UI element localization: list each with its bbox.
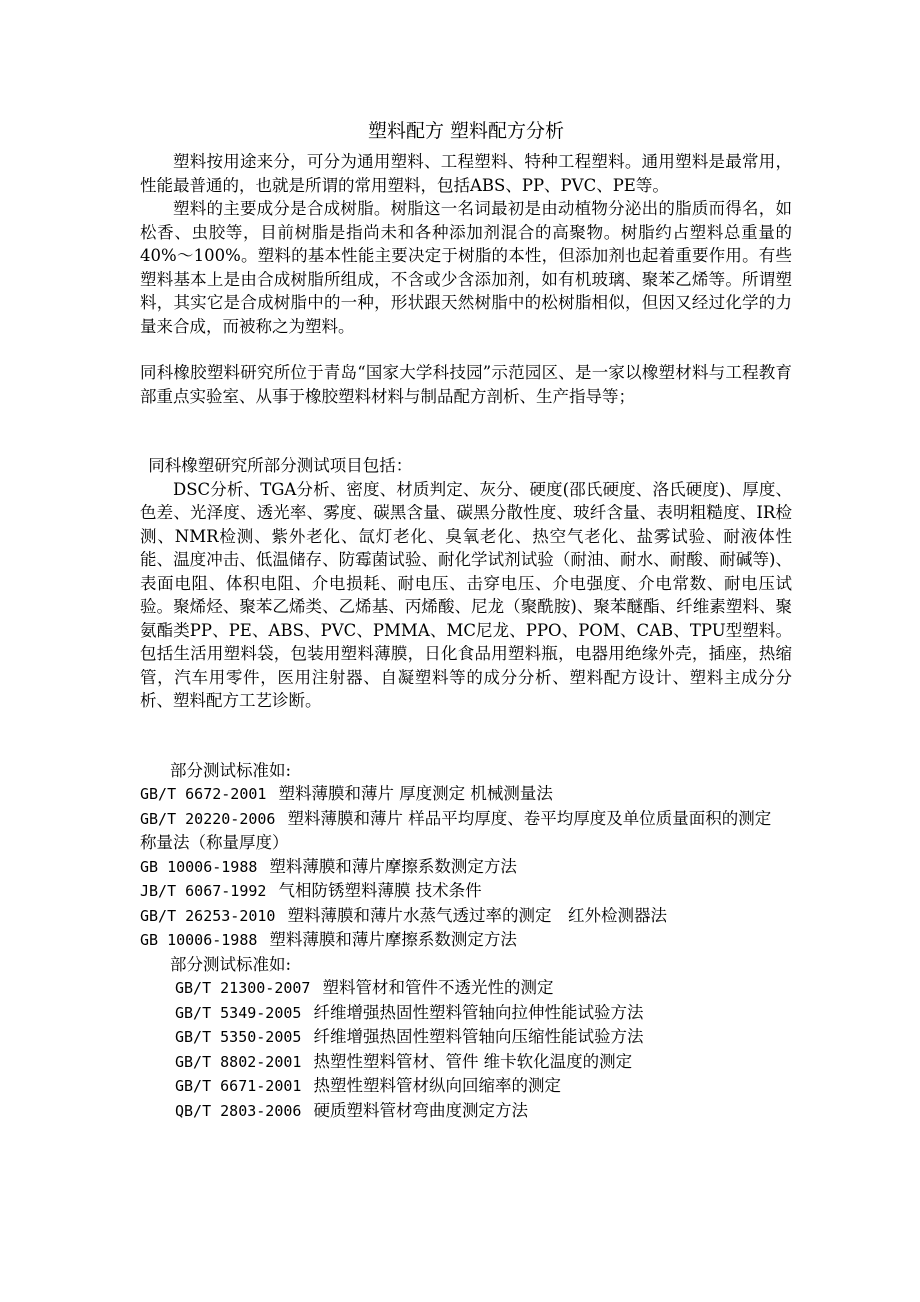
standard-code: GB/T 5350-2005	[175, 1028, 302, 1046]
spacer	[140, 713, 792, 759]
standard-name: 塑料薄膜和薄片摩擦系数测定方法	[269, 930, 517, 949]
standard-code: GB 10006-1988	[140, 857, 258, 876]
document-title: 塑料配方 塑料配方分析	[367, 120, 565, 142]
standard-name: 塑料薄膜和薄片摩擦系数测定方法	[269, 856, 517, 876]
standard-item	[175, 1099, 792, 1124]
standard-name: 塑料薄膜和薄片 厚度测定 机械测量法	[278, 784, 553, 803]
standard-item	[175, 1074, 792, 1099]
standard-item	[140, 782, 792, 807]
standard-item	[140, 928, 792, 953]
standard-name: 热塑性塑料管材纵向回缩率的测定	[313, 1076, 561, 1095]
standard-item	[140, 855, 792, 880]
standard-name: 塑料薄膜和薄片 样品平均厚度、卷平均厚度及单位质量面积的测定 称量法（称量厚度）	[140, 808, 772, 852]
standards-list-pipes	[140, 976, 792, 1123]
standard-item	[140, 904, 792, 929]
standard-name: 纤维增强热固性塑料管轴向压缩性能试验方法	[313, 1027, 644, 1046]
standard-code: GB 10006-1988	[140, 931, 258, 949]
spacer	[140, 338, 792, 361]
standard-item	[175, 1050, 792, 1075]
spacer	[140, 408, 792, 454]
standard-name: 纤维增强热固性塑料管轴向拉伸性能试验方法	[313, 1002, 644, 1022]
standard-item	[175, 1025, 792, 1050]
standard-item	[175, 976, 792, 1001]
standard-name: 塑料薄膜和薄片水蒸气透过率的测定 红外检测器法	[287, 905, 667, 925]
standard-name: 热塑性塑料管材、管件 维卡软化温度的测定	[313, 1051, 633, 1071]
standard-code: GB/T 6672-2001	[140, 785, 267, 803]
standard-code: GB/T 26253-2010	[140, 906, 276, 925]
standard-name: 硬质塑料管材弯曲度测定方法	[313, 1100, 528, 1120]
standards-list-films	[140, 782, 792, 953]
paragraph-plastic-categories: 塑料按用途来分，可分为通用塑料、工程塑料、特种工程塑料。通用塑料是最常用，性能最普通的，也就是所谓的常用塑料，包括ABS、PP、PVC、PE等。	[140, 152, 792, 195]
standard-item	[175, 1001, 792, 1026]
standard-code: JB/T 6067-1992	[140, 882, 267, 900]
document-body	[140, 118, 792, 1123]
paragraph-resin-composition: 塑料的主要成分是合成树脂。树脂这一名词最初是由动植物分泌出的脂质而得名，如松香、虫胶等，目前树脂是指尚未和各种添加剂混合的高聚物。树脂约占塑料总重量的40%～100%。塑料的基本性能主要决定于树脂的本性，但添加剂也起着重要作用。有些塑料基本上是由合成树脂所组成，不含或少含添加剂，如有机玻璃、聚苯乙烯等。所谓塑料，其实它是合成树脂中的一种，形状跟天然树脂中的松树脂相似，但因又经过化学的力量来合成，而被称之为塑料。	[140, 199, 792, 336]
standard-code: GB/T 21300-2007	[175, 979, 311, 997]
standard-name: 气相防锈塑料薄膜 技术条件	[278, 881, 482, 900]
standard-item	[140, 807, 792, 855]
paragraph-test-items-list: DSC分析、TGA分析、密度、材质判定、灰分、硬度(邵氏硬度、洛氏硬度)、厚度、色差、光泽度、透光率、雾度、碳黑含量、碳黑分散性度、玻纤含量、表明粗糙度、IR检测、NMR检测、紫外老化、氙灯老化、臭氧老化、热空气老化、盐雾试验、耐液体性能、温度冲击、低温储存、防霉菌试验、耐化学试剂试验（耐油、耐水、耐酸、耐碱等)、表面电阻、体积电阻、介电损耗、耐电压、击穿电压、介电强度、介电常数、耐电压试验。聚烯烃、聚苯乙烯类、乙烯基、丙烯酸、尼龙（聚酰胺)、聚苯醚酯、纤维素塑料、聚氨酯类PP、PE、ABS、PVC、PMMA、MC尼龙、PPO、POM、CAB、TPU型塑料。包括生活用塑料袋，包装用塑料薄膜，日化食品用塑料瓶，电器用绝缘外壳，插座，热缩管，汽车用零件，医用注射器、自凝塑料等的成分分析、塑料配方设计、塑料主成分分析、塑料配方工艺诊断。	[140, 479, 792, 710]
standard-item	[140, 879, 792, 904]
standards-heading-pipes: 部分测试标准如:	[170, 954, 292, 974]
standard-name: 塑料管材和管件不透光性的测定	[322, 978, 554, 997]
standard-code: GB/T 8802-2001	[175, 1052, 302, 1071]
paragraph-test-items-heading: 同科橡塑研究所部分测试项目包括：	[148, 456, 413, 475]
standards-heading-films: 部分测试标准如:	[170, 760, 292, 780]
standard-code: GB/T 5349-2005	[175, 1003, 302, 1022]
paragraph-institute-intro: 同科橡胶塑料研究所位于青岛“国家大学科技园”示范园区、是一家以橡塑材料与工程教育部重点实验室、从事于橡胶塑料材料与制品配方剖析、生产指导等；	[140, 363, 792, 406]
standard-code: GB/T 20220-2006	[140, 809, 276, 828]
standard-code: GB/T 6671-2001	[175, 1077, 302, 1095]
standard-code: QB/T 2803-2006	[175, 1101, 302, 1120]
